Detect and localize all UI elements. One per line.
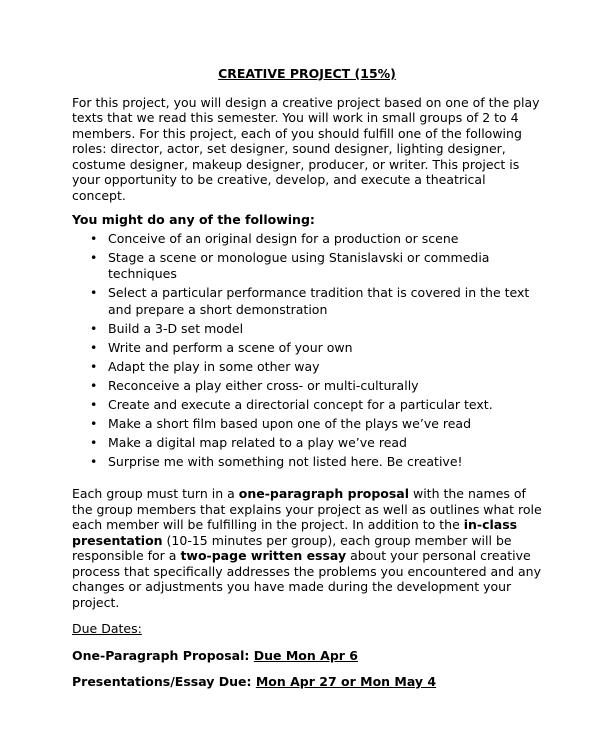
proposal-paragraph: Each group must turn in a one-paragraph proposal with the names of the group members that explains your project as well as outlines what role each member will be fulfilling in the project. In addition to the in-class presentation (10-15 minutes per group), each group member will be responsible for a two-page written essay about your personal creative process that specifically addresses the problems you encountered and any changes or adjustments you have made during the development your project.: [72, 486, 542, 610]
bullet-icon: •: [90, 434, 98, 450]
list-item: • Build a 3-D set model: [90, 320, 244, 336]
document-page: [72, 66, 542, 701]
bullet-icon: •: [90, 415, 98, 431]
bullet-icon: •: [90, 230, 98, 246]
due-presentation-date: Mon Apr 27 or Mon May 4: [255, 674, 437, 689]
options-list: [72, 231, 542, 471]
bullet-icon: •: [90, 396, 98, 412]
bullet-icon: •: [90, 377, 98, 393]
page-title: CREATIVE PROJECT (15%): [218, 66, 396, 81]
list-item: • Make a digital map related to a play we’ve read: [90, 434, 407, 450]
list-item: • Make a short film based upon one of the plays we’ve read: [90, 415, 472, 431]
list-item: • Surprise me with something not listed here. Be creative!: [90, 453, 463, 469]
due-presentation: Presentations/Essay Due: Mon Apr 27 or Mon May 4: [72, 674, 437, 689]
due-dates-label: Due Dates:: [72, 621, 142, 636]
list-item: • Stage a scene or monologue using Stanislavski or commedia techniques: [90, 249, 490, 281]
list-item: • Write and perform a scene of your own: [90, 339, 353, 355]
list-item: • Conceive of an original design for a production or scene: [90, 230, 459, 246]
bullet-icon: •: [90, 285, 98, 300]
due-proposal-date: Due Mon Apr 6: [253, 647, 358, 663]
list-item: • Create and execute a directorial concept for a particular text.: [90, 396, 493, 412]
bullet-icon: •: [90, 249, 98, 265]
essay-term: two-page written essay: [180, 548, 347, 563]
list-item: • Reconceive a play either cross- or multi-culturally: [90, 377, 419, 393]
bullet-icon: •: [90, 339, 98, 355]
options-heading: You might do any of the following:: [72, 212, 315, 227]
bullet-icon: •: [90, 358, 98, 374]
bullet-icon: •: [90, 453, 98, 469]
presentation-term: in-class presentation: [72, 517, 518, 548]
bullet-icon: •: [90, 320, 98, 336]
due-proposal: One-Paragraph Proposal: Due Mon Apr 6: [72, 647, 358, 663]
intro-paragraph: For this project, you will design a creative project based on one of the play texts that we read this semester. You will work in small groups of 2 to 4 members. For this project, each of you should fulfill one of the following roles: director, actor, set designer, sound designer, lighting designer, costume designer, makeup designer, producer, or writer. This project is your opportunity to be creative, develop, and execute a theatrical concept.: [72, 94, 540, 203]
list-item: • Select a particular performance tradition that is covered in the text and prepare a short demonstration: [90, 285, 530, 317]
list-item: • Adapt the play in some other way: [90, 358, 320, 374]
proposal-term: one-paragraph proposal: [238, 486, 410, 501]
